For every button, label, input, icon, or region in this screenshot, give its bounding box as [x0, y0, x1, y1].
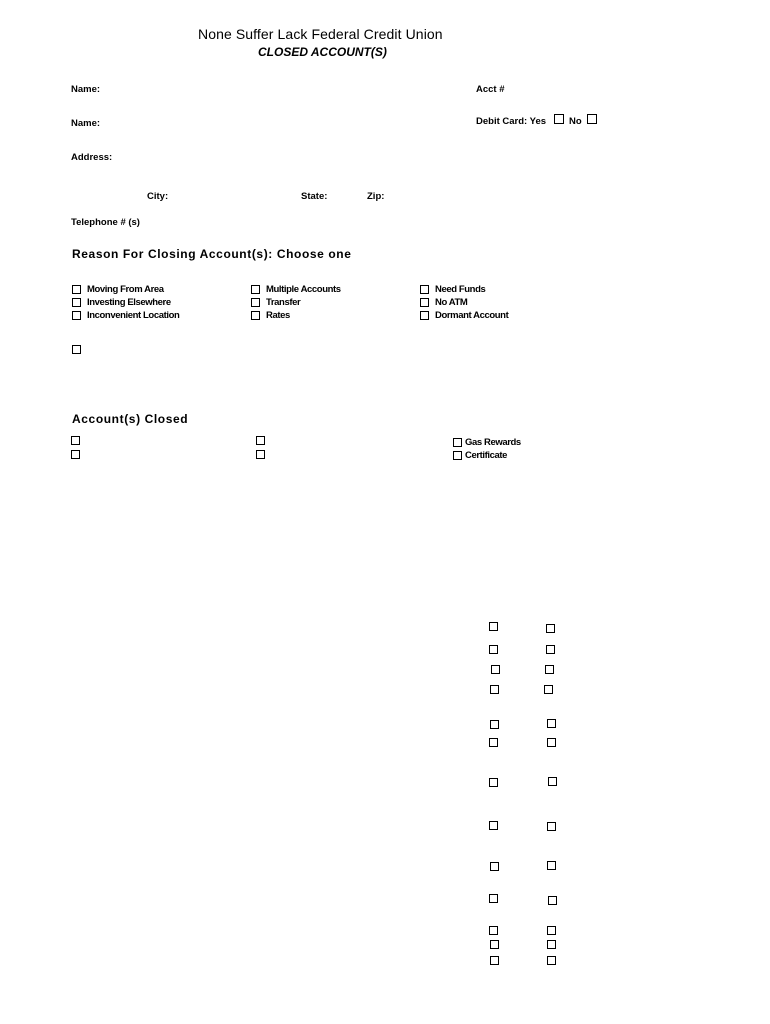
debit-card-no-checkbox[interactable] — [587, 114, 597, 124]
checkbox[interactable] — [420, 285, 429, 294]
grid-checkbox[interactable] — [489, 926, 498, 935]
state-label: State: — [301, 191, 328, 202]
account-label: Certificate — [465, 450, 508, 461]
grid-checkbox[interactable] — [548, 777, 557, 786]
grid-checkbox[interactable] — [547, 940, 556, 949]
address-label: Address: — [71, 152, 113, 163]
grid-checkbox[interactable] — [547, 719, 556, 728]
reason-option[interactable] — [72, 310, 179, 321]
checkbox[interactable] — [72, 298, 81, 307]
checkbox[interactable] — [251, 311, 260, 320]
reason-option[interactable] — [72, 284, 164, 295]
name-label-2: Name: — [71, 118, 101, 129]
reason-label: Need Funds — [435, 284, 486, 295]
reason-label: Inconvenient Location — [87, 310, 180, 321]
grid-checkbox[interactable] — [547, 956, 556, 965]
zip-label: Zip: — [367, 191, 385, 202]
grid-checkbox[interactable] — [546, 624, 555, 633]
account-checkbox[interactable] — [71, 436, 80, 445]
city-label: City: — [147, 191, 169, 202]
grid-checkbox[interactable] — [490, 862, 499, 871]
grid-checkbox[interactable] — [489, 645, 498, 654]
reason-label: Investing Elsewhere — [87, 297, 171, 308]
grid-checkbox[interactable] — [489, 821, 498, 830]
reason-label: Transfer — [266, 297, 301, 308]
grid-checkbox[interactable] — [489, 778, 498, 787]
grid-checkbox[interactable] — [547, 861, 556, 870]
reason-option[interactable] — [420, 284, 485, 295]
reason-option[interactable] — [420, 310, 508, 321]
debit-card-no-label: No — [569, 116, 582, 127]
reason-option[interactable] — [72, 297, 171, 308]
grid-checkbox[interactable] — [490, 685, 499, 694]
grid-checkbox[interactable] — [547, 926, 556, 935]
reason-label: Dormant Account — [435, 310, 509, 321]
reason-label: Rates — [266, 310, 290, 321]
grid-checkbox[interactable] — [489, 622, 498, 631]
form-subtitle: CLOSED ACCOUNT(S) — [258, 45, 387, 59]
grid-checkbox[interactable] — [490, 940, 499, 949]
account-checkbox[interactable] — [256, 436, 265, 445]
account-option[interactable] — [453, 437, 521, 448]
name-label-1: Name: — [71, 84, 101, 95]
grid-checkbox[interactable] — [489, 738, 498, 747]
reason-option[interactable] — [251, 310, 290, 321]
grid-checkbox[interactable] — [489, 894, 498, 903]
credit-union-title: None Suffer Lack Federal Credit Union — [198, 26, 443, 42]
checkbox[interactable] — [251, 285, 260, 294]
debit-card-yes-checkbox[interactable] — [554, 114, 564, 124]
other-reason-checkbox[interactable] — [72, 345, 81, 354]
checkbox[interactable] — [453, 438, 462, 447]
account-checkbox[interactable] — [256, 450, 265, 459]
reason-label: No ATM — [435, 297, 468, 308]
grid-checkbox[interactable] — [491, 665, 500, 674]
checkbox[interactable] — [72, 285, 81, 294]
grid-checkbox[interactable] — [548, 896, 557, 905]
reason-option[interactable] — [251, 297, 300, 308]
reason-option[interactable] — [251, 284, 341, 295]
checkbox[interactable] — [453, 451, 462, 460]
reason-heading: Reason For Closing Account(s): Choose one — [72, 247, 352, 261]
reason-label: Multiple Accounts — [266, 284, 341, 295]
grid-checkbox[interactable] — [545, 665, 554, 674]
reason-option[interactable] — [420, 297, 467, 308]
checkbox[interactable] — [420, 311, 429, 320]
grid-checkbox[interactable] — [490, 956, 499, 965]
account-option[interactable] — [453, 450, 507, 461]
grid-checkbox[interactable] — [547, 822, 556, 831]
grid-checkbox[interactable] — [547, 738, 556, 747]
acct-label: Acct # — [476, 84, 505, 95]
account-label: Gas Rewards — [465, 437, 521, 448]
checkbox[interactable] — [420, 298, 429, 307]
checkbox[interactable] — [72, 311, 81, 320]
account-checkbox[interactable] — [71, 450, 80, 459]
checkbox[interactable] — [251, 298, 260, 307]
grid-checkbox[interactable] — [490, 720, 499, 729]
telephone-label: Telephone # (s) — [71, 217, 140, 228]
reason-label: Moving From Area — [87, 284, 164, 295]
accounts-closed-heading: Account(s) Closed — [72, 412, 189, 426]
debit-card-label: Debit Card: Yes — [476, 116, 547, 127]
grid-checkbox[interactable] — [544, 685, 553, 694]
grid-checkbox[interactable] — [546, 645, 555, 654]
